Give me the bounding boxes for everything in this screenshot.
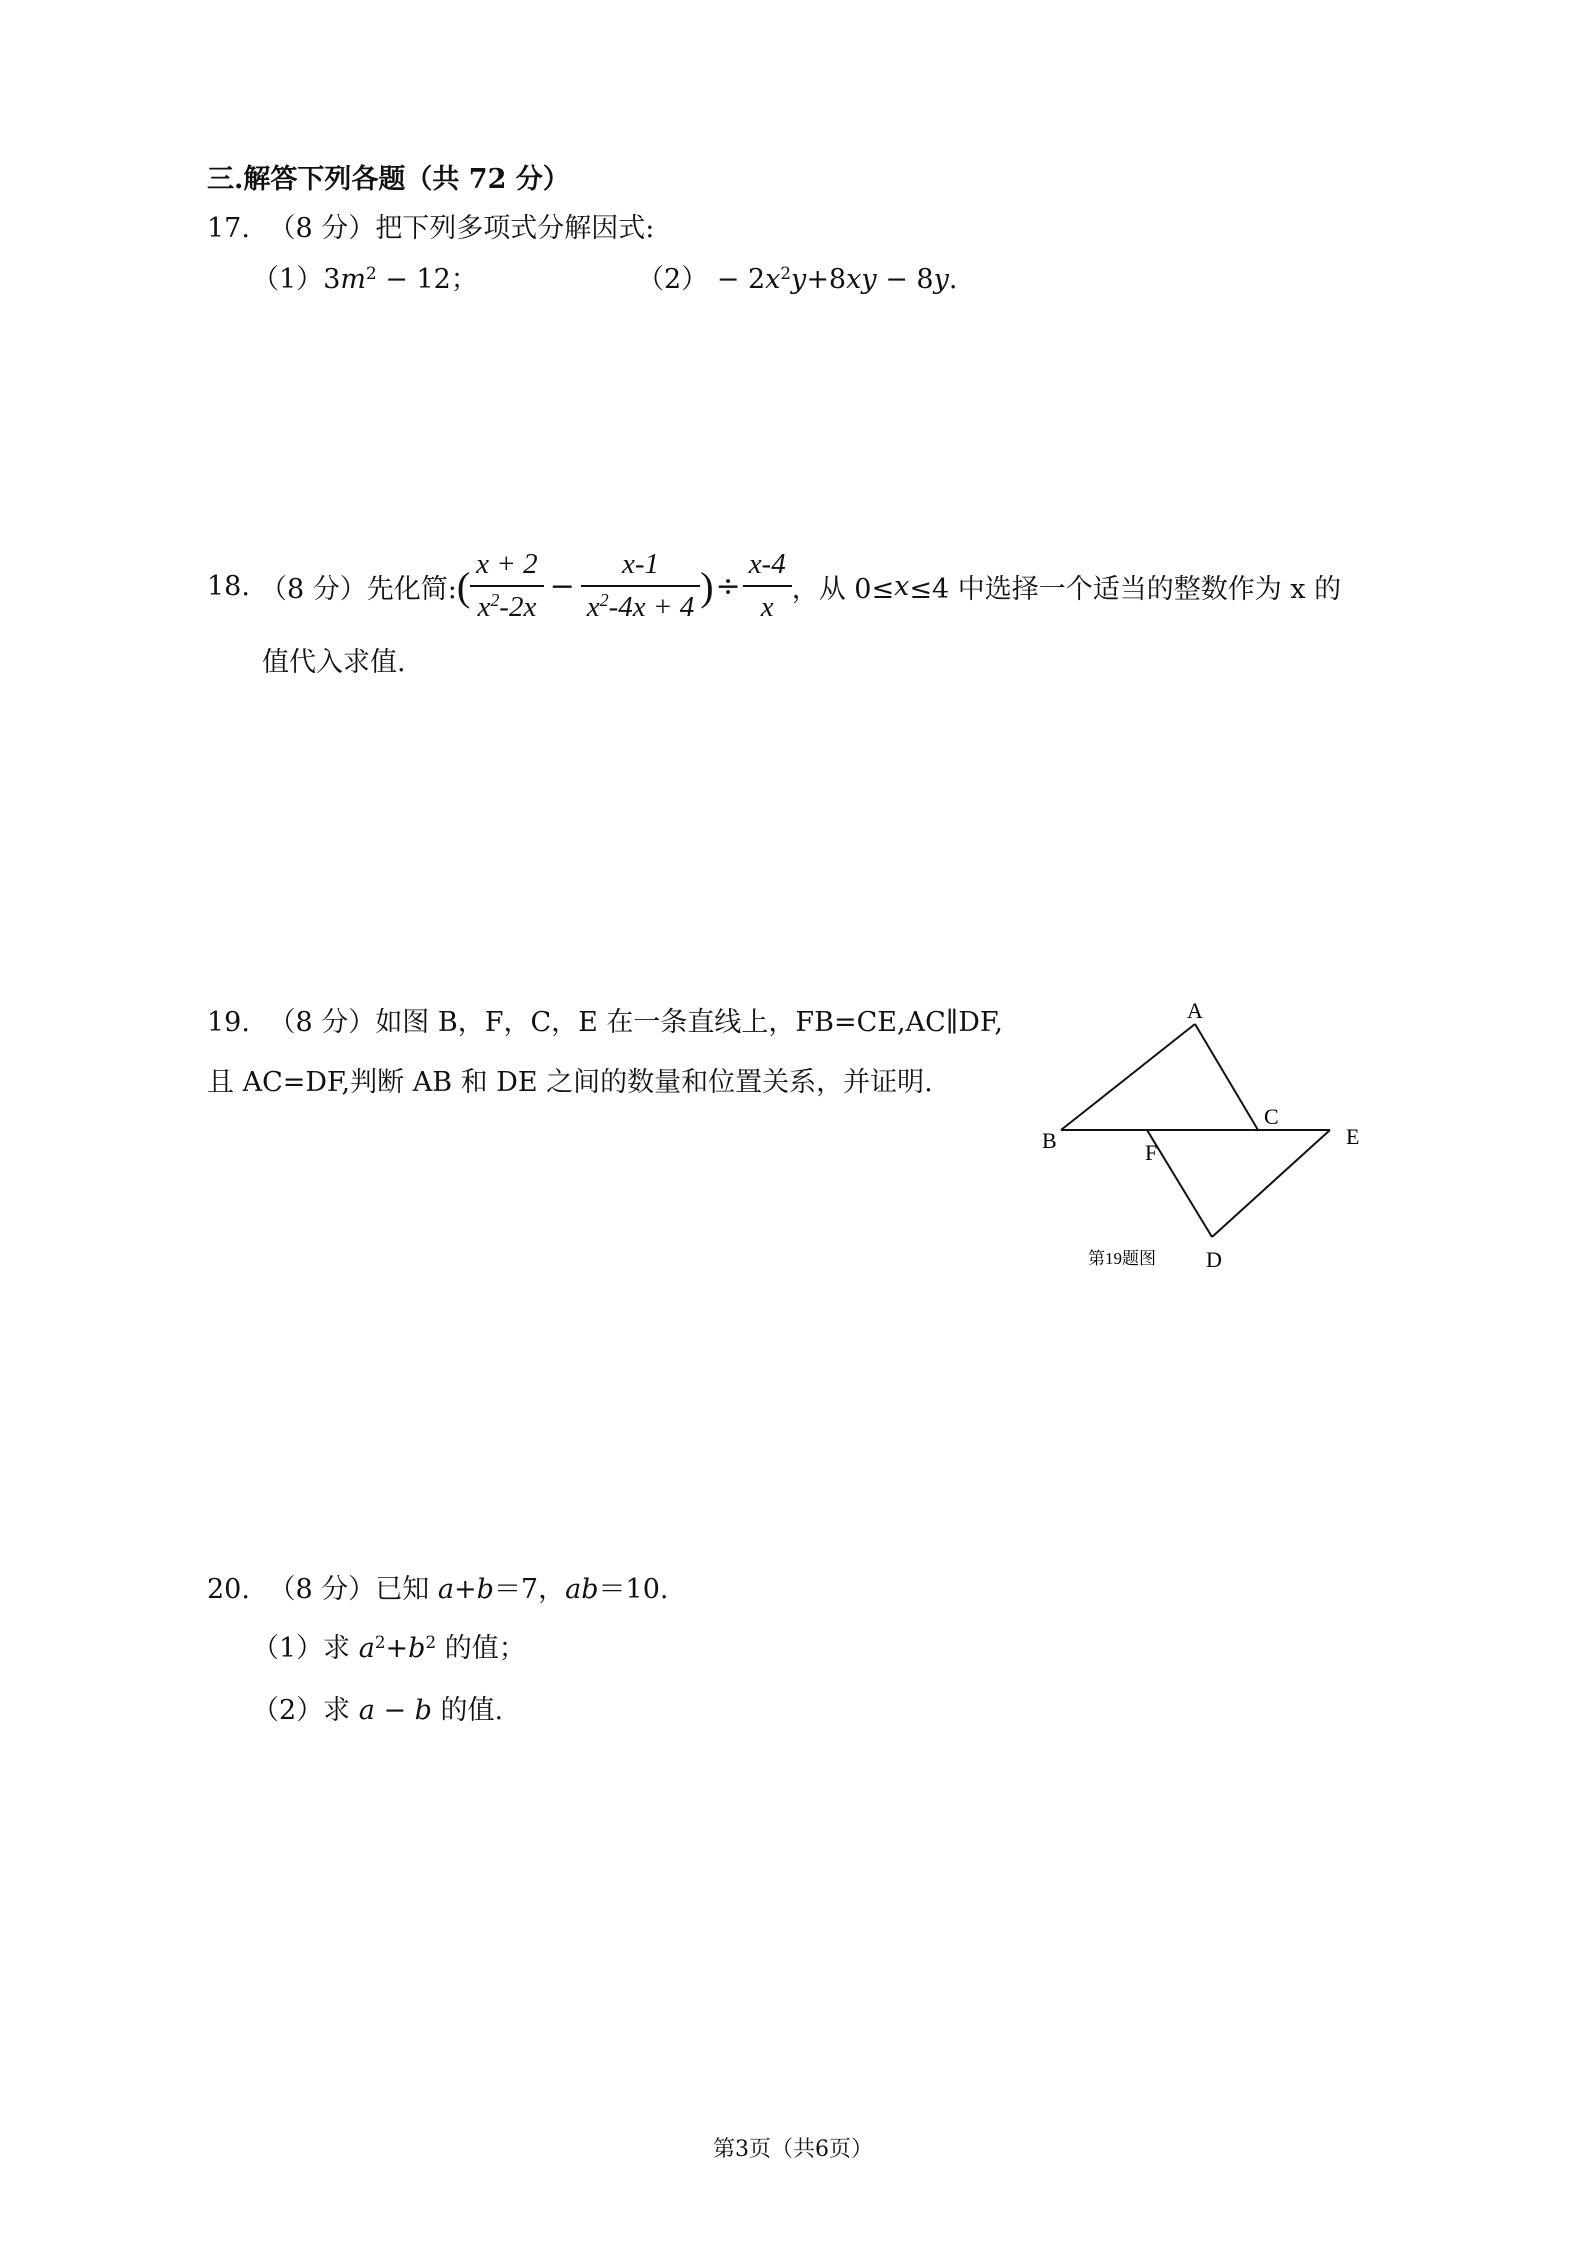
- denominator-term: x: [477, 591, 491, 623]
- point-label-c: C: [1264, 1104, 1279, 1129]
- expr-term: 的值.: [431, 1695, 504, 1726]
- segment-ed: [1212, 1130, 1330, 1237]
- question-20: [207, 1567, 668, 1606]
- expr-term: 3: [323, 264, 341, 295]
- q20-part-1: [252, 1626, 526, 1665]
- expr-variable: a: [437, 1574, 455, 1605]
- point-label-a: A: [1187, 998, 1203, 1023]
- fraction-numerator: x-4: [743, 548, 792, 587]
- expr-variable: y: [933, 264, 949, 295]
- fraction-denominator: x: [760, 591, 774, 623]
- expr-variable: b: [408, 1633, 426, 1664]
- part-label: （1）求: [252, 1633, 359, 1664]
- q20-part-2: [252, 1688, 503, 1727]
- q18-line-2: 值代入求值.: [262, 647, 406, 678]
- right-paren: ): [700, 563, 714, 609]
- left-paren: (: [456, 563, 471, 609]
- figure-caption: 第19题图: [1088, 1249, 1156, 1268]
- fraction-denominator: [581, 587, 700, 624]
- range-text: ≤4 中选择一个适当的整数作为 x 的: [909, 573, 1342, 605]
- expr-exponent: 2: [425, 1631, 437, 1652]
- question-19: [207, 1000, 1003, 1039]
- fraction-1: [470, 548, 543, 624]
- denominator-term: x: [586, 591, 600, 623]
- point-label-f: F: [1145, 1140, 1158, 1165]
- fraction-3: [743, 548, 792, 624]
- expr-term: ＝7，: [493, 1574, 566, 1605]
- question-number: 17.: [207, 213, 250, 244]
- divide-sign: ÷: [715, 568, 741, 604]
- question-number: 18.: [207, 570, 250, 602]
- expr-exponent: 2: [374, 1631, 386, 1652]
- question-number: 19.: [207, 1007, 250, 1038]
- denominator-exponent: 2: [599, 590, 609, 611]
- q17-part-2: [637, 257, 957, 296]
- expr-exponent: 2: [365, 262, 377, 283]
- expr-term: 的值；: [436, 1633, 526, 1664]
- expr-variable: xy: [846, 264, 877, 295]
- q17-part-1: [252, 257, 478, 296]
- denominator-term: -4x + 4: [608, 591, 695, 623]
- point-label-e: E: [1346, 1124, 1360, 1149]
- expr-variable: y: [791, 264, 807, 295]
- question-prompt: 把下列多项式分解因式:: [375, 213, 655, 244]
- expr-term: − 2: [708, 264, 766, 295]
- segment-ab: [1061, 1024, 1195, 1130]
- question-text: 如图 B，F，C，E 在一条直线上，FB=CE,AC∥DF,: [375, 1007, 1003, 1038]
- expr-variable: m: [340, 264, 366, 295]
- fraction-numerator: x + 2: [470, 548, 543, 587]
- expr-variable: b: [414, 1695, 432, 1726]
- expr-term: − 8: [876, 264, 934, 295]
- question-points: （8 分）: [268, 213, 376, 244]
- question-prompt: 先化简:: [366, 573, 457, 605]
- q19-line-2: 且 AC=DF,判断 AB 和 DE 之间的数量和位置关系，并证明.: [207, 1067, 933, 1098]
- expr-variable: a: [358, 1633, 375, 1664]
- question-points: （8 分）: [259, 573, 367, 605]
- expr-term: ＝10.: [598, 1574, 669, 1605]
- part-label: （2）: [637, 264, 709, 295]
- question-text: 已知: [375, 1574, 438, 1605]
- fraction-numerator: x-1: [581, 548, 700, 587]
- q19-figure: [1030, 990, 1390, 1275]
- fraction-denominator: [470, 587, 543, 624]
- expr-term: +: [385, 1633, 409, 1664]
- question-17: [207, 206, 654, 245]
- expr-term: −: [374, 1695, 415, 1726]
- expr-term: .: [948, 264, 958, 295]
- expr-term: +: [454, 1574, 477, 1605]
- point-label-b: B: [1042, 1128, 1057, 1153]
- expr-term: +8: [806, 264, 847, 295]
- range-text: ，从 0≤: [791, 573, 895, 605]
- range-variable: x: [894, 570, 910, 602]
- question-18: [207, 548, 1341, 624]
- part-label: （1）: [252, 264, 324, 295]
- section-title: 三.解答下列各题（共 72 分）: [207, 164, 570, 195]
- expr-term: − 12；: [376, 264, 478, 295]
- segment-ac: [1195, 1024, 1258, 1130]
- denominator-term: -2x: [499, 591, 537, 623]
- expr-variable: ab: [565, 1574, 599, 1605]
- expr-variable: b: [476, 1574, 494, 1605]
- expr-exponent: 2: [780, 262, 792, 283]
- minus-sign: −: [549, 568, 575, 604]
- question-points: （8 分）: [268, 1007, 376, 1038]
- expr-variable: a: [358, 1695, 375, 1726]
- question-number: 20.: [207, 1574, 250, 1605]
- page-footer: 第3页（共6页）: [713, 2137, 873, 2162]
- fraction-2: [581, 548, 700, 624]
- part-label: （2）求: [252, 1695, 359, 1726]
- denominator-exponent: 2: [490, 590, 500, 611]
- point-label-d: D: [1206, 1247, 1222, 1272]
- expr-variable: x: [765, 264, 781, 295]
- question-points: （8 分）: [268, 1574, 376, 1605]
